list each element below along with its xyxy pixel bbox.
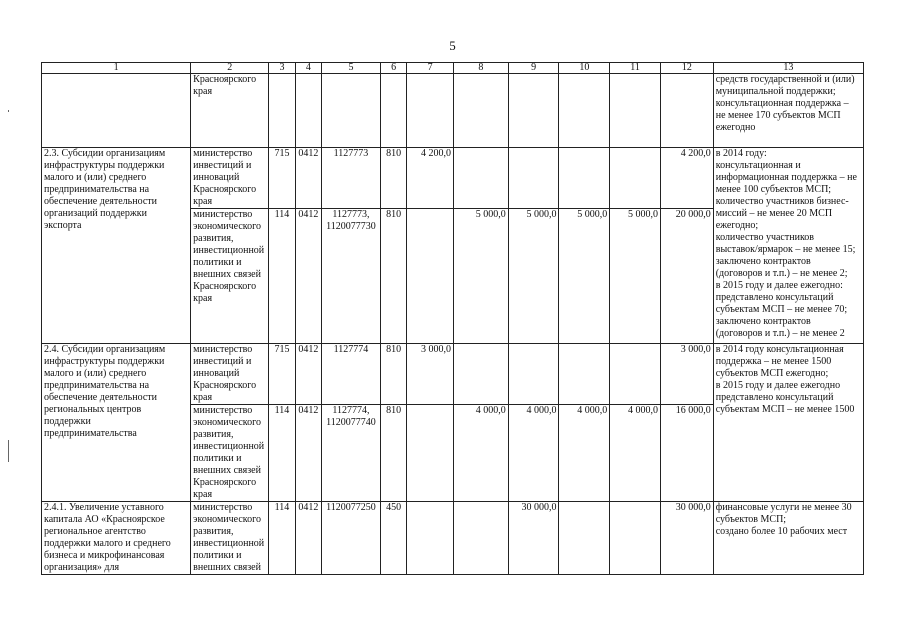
target-article-cell: 1127774 (322, 344, 381, 405)
budget-table (41, 62, 864, 575)
expense-type-cell: 450 (380, 502, 406, 575)
activity-cell: 2.4.1. Увеличение уставного капитала АО «Красноярское региональное агентство поддержки малого и среднего бизнеса и микрофинансовая организация» для (42, 502, 191, 575)
total-cell: 3 000,0 (660, 344, 713, 405)
total-cell: 30 000,0 (660, 502, 713, 575)
expense-type-cell: 810 (380, 209, 406, 344)
amount-cell (559, 344, 610, 405)
section-cell: 0412 (295, 405, 321, 502)
amount-cell (453, 148, 508, 209)
result-cell: в 2014 году: консультационная и информационная поддержка – не менее 100 субъектов МСП; количество участников бизнес- миссий – не менее 20 МСП ежегодно; количество участников выставок/ярмарок – не менее 15; заключено контрактов (договоров и т.п.) – не менее 2; в 2015 году и далее ежегодно: представлено консультаций субъектам МСП – не менее 70; заключено контрактов (договоров и т.п.) – не менее 2 (713, 148, 863, 344)
amount-cell (453, 502, 508, 575)
amount-cell: 4 000,0 (453, 405, 508, 502)
amount-cell (508, 148, 559, 209)
amount-cell (559, 502, 610, 575)
section-cell: 0412 (295, 344, 321, 405)
expense-type-cell: 810 (380, 344, 406, 405)
result-cell: средств государственной и (или) муниципальной поддержки; консультационная поддержка – не менее 170 субъектов МСП ежегодно (713, 74, 863, 148)
amount-cell: 4 000,0 (559, 405, 610, 502)
amount-cell (407, 209, 454, 344)
amount-cell: 4 000,0 (610, 405, 661, 502)
amount-cell (610, 502, 661, 575)
agency-cell: министерство экономического развития, инвестиционной политики и внешних связей Красноярского края (191, 405, 269, 502)
total-cell (660, 74, 713, 148)
activity-cell (42, 74, 191, 148)
gradm-cell (269, 74, 295, 148)
amount-cell (610, 344, 661, 405)
column-header: 5 (322, 63, 381, 74)
amount-cell (407, 502, 454, 575)
result-cell: финансовые услуги не менее 30 субъектов МСП; создано более 10 рабочих мест (713, 502, 863, 575)
total-cell: 4 200,0 (660, 148, 713, 209)
amount-cell (453, 74, 508, 148)
header-row (42, 63, 864, 74)
section-cell: 0412 (295, 502, 321, 575)
column-header: 2 (191, 63, 269, 74)
amount-cell: 30 000,0 (508, 502, 559, 575)
section-cell: 0412 (295, 209, 321, 344)
column-header: 3 (269, 63, 295, 74)
gradm-cell: 715 (269, 344, 295, 405)
section-cell (295, 74, 321, 148)
margin-mark (8, 110, 9, 112)
amount-cell: 4 200,0 (407, 148, 454, 209)
column-header: 9 (508, 63, 559, 74)
amount-cell: 4 000,0 (508, 405, 559, 502)
gradm-cell: 114 (269, 502, 295, 575)
column-header: 8 (453, 63, 508, 74)
column-header: 11 (610, 63, 661, 74)
gradm-cell: 114 (269, 405, 295, 502)
agency-cell: министерство инвестиций и инноваций Красноярского края (191, 148, 269, 209)
gradm-cell: 114 (269, 209, 295, 344)
table-row (42, 344, 864, 405)
amount-cell (407, 74, 454, 148)
expense-type-cell: 810 (380, 148, 406, 209)
column-header: 10 (559, 63, 610, 74)
agency-cell: министерство экономического развития, инвестиционной политики и внешних связей Красноярского края (191, 209, 269, 344)
activity-cell: 2.4. Субсидии организациям инфраструктуры поддержки малого и (или) среднего предпринимательства на обеспечение деятельности региональных центров поддержки предпринимательства (42, 344, 191, 502)
column-header: 1 (42, 63, 191, 74)
agency-cell: министерство инвестиций и инноваций Красноярского края (191, 344, 269, 405)
margin-mark (8, 440, 9, 462)
amount-cell (407, 405, 454, 502)
agency-cell: министерство экономического развития, инвестиционной политики и внешних связей (191, 502, 269, 575)
column-header: 13 (713, 63, 863, 74)
amount-cell (559, 74, 610, 148)
section-cell: 0412 (295, 148, 321, 209)
table-row (42, 148, 864, 209)
target-article-cell: 1120077250 (322, 502, 381, 575)
target-article-cell: 1127774, 1120077740 (322, 405, 381, 502)
amount-cell (610, 74, 661, 148)
total-cell: 16 000,0 (660, 405, 713, 502)
amount-cell (559, 148, 610, 209)
amount-cell: 5 000,0 (559, 209, 610, 344)
amount-cell (610, 148, 661, 209)
result-cell: в 2014 году консультационная поддержка – не менее 1500 субъектов МСП ежегодно; в 2015 году и далее ежегодно представлено консультаций субъектам МСП – не менее 1500 (713, 344, 863, 502)
target-article-cell: 1127773, 1120077730 (322, 209, 381, 344)
amount-cell: 5 000,0 (453, 209, 508, 344)
amount-cell (508, 74, 559, 148)
table-row (42, 502, 864, 575)
page-number: 5 (449, 38, 456, 53)
gradm-cell: 715 (269, 148, 295, 209)
amount-cell (508, 344, 559, 405)
activity-cell: 2.3. Субсидии организациям инфраструктуры поддержки малого и (или) среднего предпринимательства на обеспечение деятельности организаций поддержки экспорта (42, 148, 191, 344)
target-article-cell (322, 74, 381, 148)
amount-cell: 3 000,0 (407, 344, 454, 405)
column-header: 6 (380, 63, 406, 74)
column-header: 12 (660, 63, 713, 74)
total-cell: 20 000,0 (660, 209, 713, 344)
amount-cell: 5 000,0 (508, 209, 559, 344)
amount-cell: 5 000,0 (610, 209, 661, 344)
agency-cell: Красноярского края (191, 74, 269, 148)
table-row (42, 74, 864, 148)
column-header: 4 (295, 63, 321, 74)
amount-cell (453, 344, 508, 405)
target-article-cell: 1127773 (322, 148, 381, 209)
expense-type-cell (380, 74, 406, 148)
column-header: 7 (407, 63, 454, 74)
expense-type-cell: 810 (380, 405, 406, 502)
